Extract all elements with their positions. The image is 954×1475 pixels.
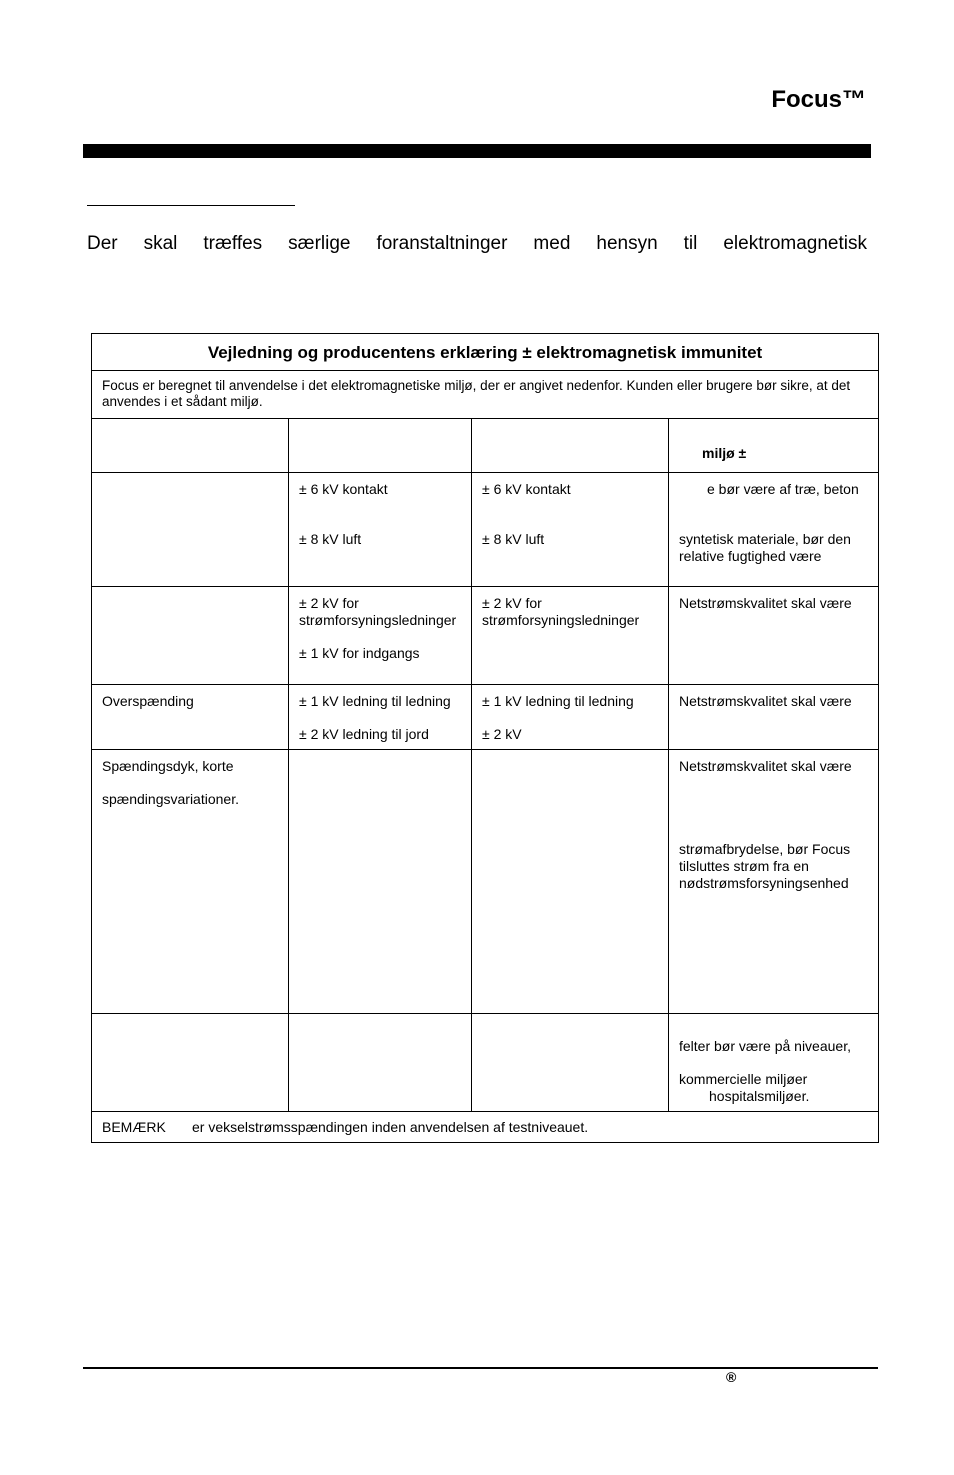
header-cell-level [289, 419, 472, 473]
cell-text: ± 2 kV for [482, 595, 542, 611]
row5-level [289, 1014, 472, 1112]
cell-text: Netstrømskvalitet skal være [679, 595, 852, 611]
cell-text: ± 1 kV ledning til ledning [482, 693, 634, 709]
cell-text: Overspænding [102, 693, 194, 709]
cell-text: strømforsyningsledninger [482, 612, 640, 628]
registered-symbol: ® [726, 1369, 737, 1385]
header-cell-environment [669, 419, 879, 473]
cell-text: relative fugtighed være [679, 548, 822, 564]
row2-compliance [472, 587, 669, 685]
cell-text: e bør være af træ, beton [707, 481, 859, 497]
cell-text: tilsluttes strøm fra en [679, 858, 809, 874]
row1-compliance [472, 473, 669, 587]
emc-immunity-table [91, 333, 879, 1143]
row2-environment [669, 587, 879, 685]
cell-text: kommercielle miljøer [679, 1071, 808, 1087]
row2-level [289, 587, 472, 685]
row5-test [92, 1014, 289, 1112]
table-intro-text: Focus er beregnet til anvendelse i det elektromagnetiske miljø, der er angivet nedenfor. Kunden eller brugere bør sikre, at det anvendes i et sådant miljø. [102, 378, 851, 409]
footer-divider [83, 1367, 878, 1369]
cell-text: felter bør være på niveauer, [679, 1038, 851, 1054]
cell-text: Spændingsdyk, korte [102, 758, 234, 774]
row3-compliance [472, 685, 669, 750]
note-label: BEMÆRK [102, 1119, 166, 1135]
cell-text: ± 2 kV [482, 726, 522, 742]
row5-compliance [472, 1014, 669, 1112]
cell-text: ± 2 kV ledning til jord [299, 726, 429, 742]
header-cell-compliance [472, 419, 669, 473]
cell-text: ± 2 kV for [299, 595, 359, 611]
row5-environment [669, 1014, 879, 1112]
cell-text: spændingsvariationer. [102, 791, 239, 807]
row4-test [92, 750, 289, 1014]
table-row [92, 1014, 879, 1112]
row3-environment [669, 685, 879, 750]
cell-text: hospitalsmiljøer. [709, 1088, 810, 1104]
cell-text: syntetisk materiale, bør den [679, 531, 851, 547]
table-note-cell [92, 1112, 879, 1143]
cell-text: strømforsyningsledninger [299, 612, 457, 628]
cell-text: ± 8 kV luft [299, 531, 362, 547]
intro-paragraph: Der skal træffes særlige foranstaltninger med hensyn til elektromagnetisk [87, 233, 867, 254]
table-row [92, 685, 879, 750]
cell-text: nødstrømsforsyningsenhed [679, 875, 849, 891]
table-title-cell [92, 334, 879, 371]
cell-text: ± 6 kV kontakt [482, 481, 571, 497]
table-intro-cell [92, 371, 879, 419]
cell-text: strømafbrydelse, bør Focus [679, 841, 851, 857]
table-row [92, 473, 879, 587]
row3-test [92, 685, 289, 750]
row1-level [289, 473, 472, 587]
brand-title: Focus™ [771, 86, 866, 113]
row4-compliance [472, 750, 669, 1014]
row1-environment [669, 473, 879, 587]
table-row [92, 587, 879, 685]
header-bar [83, 144, 871, 158]
note-text: er vekselstrømsspændingen inden anvendelsen af testniveauet. [192, 1119, 589, 1135]
cell-text: ± 1 kV ledning til ledning [299, 693, 451, 709]
row2-test [92, 587, 289, 685]
cell-text: ± 1 kV for indgangs [299, 645, 420, 661]
table-title: Vejledning og producentens erklæring ± elektromagnetisk immunitet [207, 343, 763, 362]
header-env-label: miljø ± [702, 445, 747, 461]
row3-level [289, 685, 472, 750]
row1-test [92, 473, 289, 587]
section-heading-underline [87, 205, 295, 206]
header-cell-test [92, 419, 289, 473]
cell-text: Netstrømskvalitet skal være [679, 758, 852, 774]
cell-text: Netstrømskvalitet skal være [679, 693, 852, 709]
row4-environment [669, 750, 879, 1014]
cell-text: ± 8 kV luft [482, 531, 545, 547]
table-row [92, 750, 879, 1014]
row4-level [289, 750, 472, 1014]
cell-text: ± 6 kV kontakt [299, 481, 388, 497]
